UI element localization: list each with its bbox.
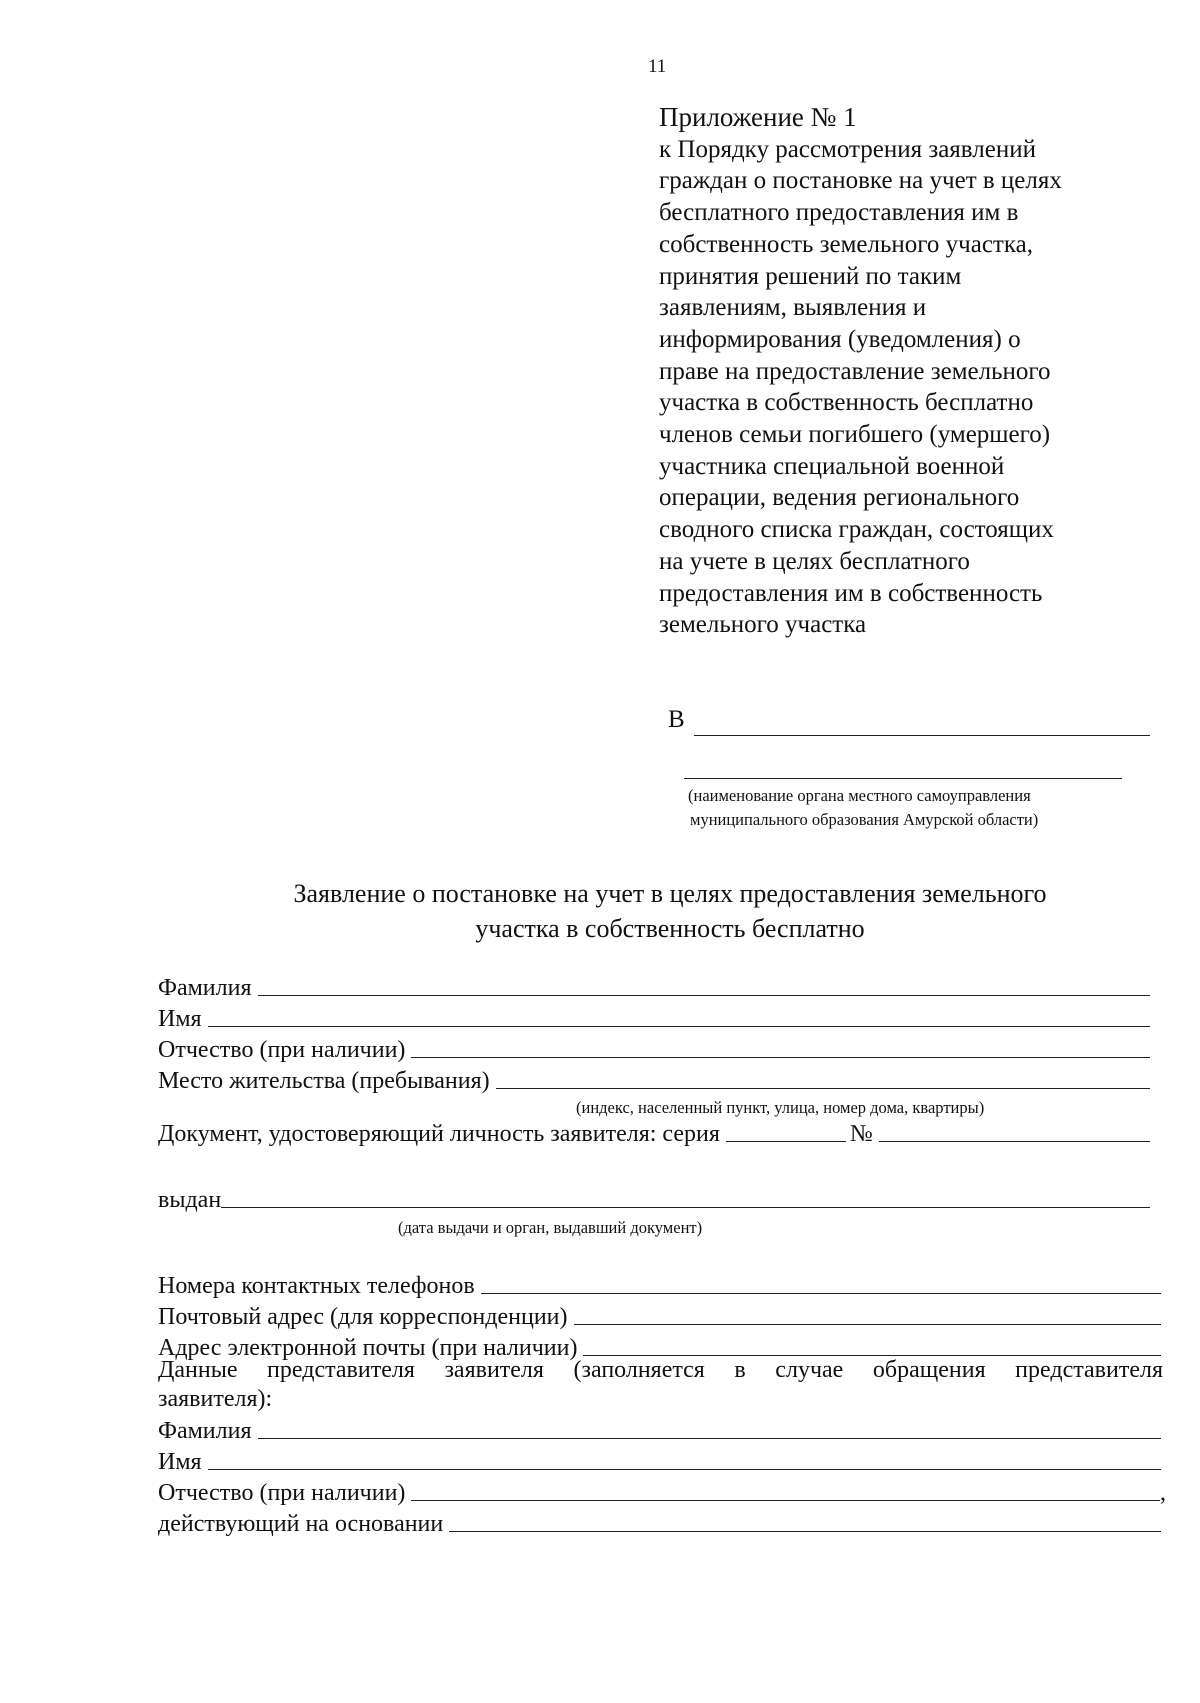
appendix-line: земельного участка [659,611,867,639]
surname-line[interactable] [258,994,1150,996]
appendix-block [659,102,1159,641]
rep-patronymic-label: Отчество (при наличии) [158,1480,406,1506]
id-number-line[interactable] [879,1140,1150,1142]
issued-line[interactable] [221,1206,1150,1208]
postal-address-line[interactable] [574,1323,1162,1325]
rep-name-label: Имя [158,1449,202,1475]
issued-field[interactable] [158,1187,1150,1214]
residence-line[interactable] [496,1087,1150,1089]
appendix-line: участника специальной военной [659,452,1005,480]
appendix-line: участка в собственность бесплатно [659,389,1034,417]
number-sign: № [849,1121,873,1147]
rep-surname-field[interactable] [158,1418,1161,1445]
name-line[interactable] [208,1025,1150,1027]
recipient-caption [688,784,1144,832]
surname-label: Фамилия [158,975,252,1001]
appendix-line: сводного списка граждан, состоящих [659,516,1054,544]
rep-surname-line[interactable] [258,1437,1161,1439]
form-title-line-2: участка в собственность бесплатно [475,914,865,943]
recipient-field[interactable] [668,706,1150,736]
page-number: 11 [648,56,667,77]
recipient-blank-line[interactable] [694,735,1150,736]
appendix-title: Приложение № 1 [659,102,857,132]
rep-patronymic-field[interactable] [158,1480,1166,1507]
residence-hint: (индекс, населенный пункт, улица, номер дома, квартиры) [576,1098,985,1117]
name-label: Имя [158,1006,202,1032]
recipient-caption-line-1: (наименование органа местного самоуправления [688,786,1031,805]
id-document-label: Документ, удостоверяющий личность заявителя: серия [158,1121,720,1147]
residence-label: Место жительства (пребывания) [158,1068,490,1094]
appendix-line: собственность земельного участка, [659,230,1033,258]
appendix-line: предоставления им в собственность [659,579,1043,607]
appendix-line: граждан о постановке на учет в целях [659,167,1062,195]
surname-field[interactable] [158,975,1150,1002]
recipient-blank-line-2[interactable] [684,778,1122,779]
issued-label: выдан [158,1187,222,1213]
phones-line[interactable] [481,1292,1161,1294]
name-field[interactable] [158,1006,1150,1033]
appendix-line: праве на предоставление земельного [659,357,1051,385]
rep-basis-field[interactable] [158,1511,1161,1538]
representative-data-heading: Данные представителя заявителя (заполняется в случае обращения представителя [158,1357,1163,1383]
rep-name-line[interactable] [208,1468,1161,1470]
appendix-line: к Порядку рассмотрения заявлений [659,135,1036,163]
patronymic-label: Отчество (при наличии) [158,1037,406,1063]
patronymic-line[interactable] [411,1056,1150,1058]
id-document-field[interactable] [158,1121,1150,1148]
rep-name-field[interactable] [158,1449,1161,1476]
residence-field[interactable] [158,1068,1150,1095]
appendix-line: бесплатного предоставления им в [659,199,1019,227]
appendix-line: принятия решений по таким [659,262,962,290]
appendix-line: членов семьи погибшего (умершего) [659,421,1051,449]
postal-address-label: Почтовый адрес (для корреспонденции) [158,1304,568,1330]
rep-basis-label: действующий на основании [158,1511,444,1537]
representative-data-heading-cont: заявителя): [158,1386,273,1412]
rep-patronymic-comma: , [1160,1480,1166,1506]
rep-surname-label: Фамилия [158,1418,252,1444]
rep-basis-line[interactable] [449,1530,1161,1532]
form-title-line-1: Заявление о постановке на учет в целях предоставления земельного [293,879,1047,908]
patronymic-field[interactable] [158,1037,1150,1064]
phones-field[interactable] [158,1273,1161,1300]
issued-hint: (дата выдачи и орган, выдавший документ) [398,1218,703,1237]
email-label: Адрес электронной почты (при наличии) [158,1335,578,1361]
phones-label: Номера контактных телефонов [158,1273,475,1299]
form-title [120,876,1200,946]
appendix-line: информирования (уведомления) о [659,325,1021,353]
postal-address-field[interactable] [158,1304,1161,1331]
recipient-prefix: В [668,706,685,733]
rep-patronymic-line[interactable] [411,1499,1160,1501]
recipient-caption-line-2: муниципального образования Амурской области) [690,810,1039,829]
id-series-line[interactable] [726,1140,846,1142]
appendix-line: на учете в целях бесплатного [659,547,970,575]
appendix-line: операции, ведения регионального [659,484,1020,512]
appendix-line: заявлениям, выявления и [659,294,927,322]
